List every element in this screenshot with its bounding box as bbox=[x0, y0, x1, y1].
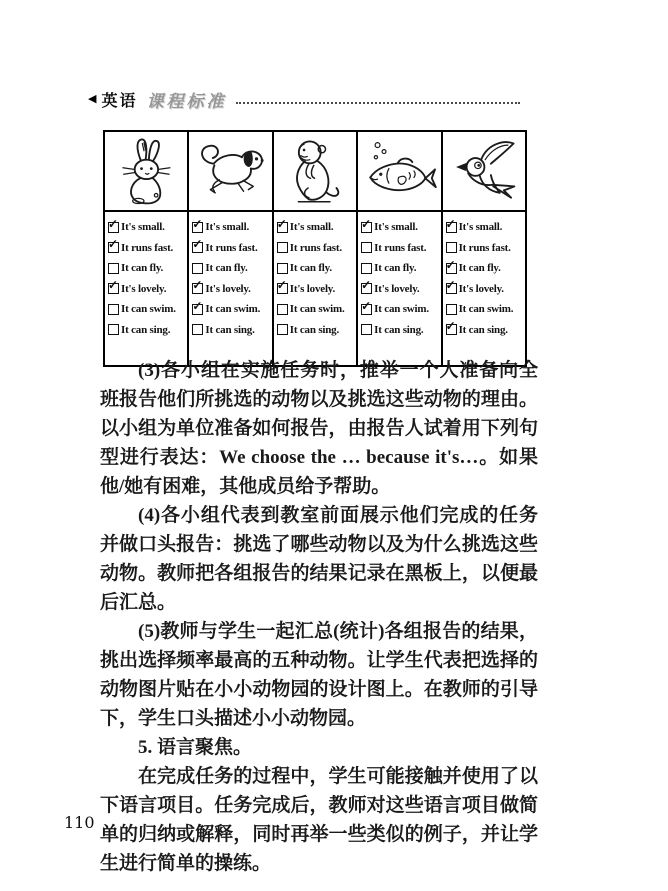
left-triangle-icon: ◀ bbox=[88, 93, 97, 105]
checklist-item-label: It can sing. bbox=[374, 323, 424, 336]
checkbox-checked-icon bbox=[192, 237, 203, 253]
checklist-item-label: It's lovely. bbox=[458, 282, 504, 295]
checklist-item bbox=[192, 324, 270, 336]
checklist-item bbox=[192, 216, 270, 233]
checklist-item-label: It's small. bbox=[458, 221, 503, 233]
checkbox-checked-icon bbox=[361, 278, 372, 294]
checklist-item bbox=[361, 298, 439, 316]
paragraph-5: 在完成任务的过程中，学生可能接触并使用了以下语言项目。任务完成后，教师对这些语言项目做简单的归纳或解释，同时再举一些类似的例子，并让学生进行简单的操练。 bbox=[100, 766, 538, 874]
checkbox-checked-icon bbox=[361, 216, 372, 233]
checklist-item-label: It's small. bbox=[205, 221, 250, 233]
checkbox-checked-icon bbox=[445, 216, 457, 233]
animal-checklist-row bbox=[104, 211, 526, 366]
checklist-item-label: It can fly. bbox=[205, 262, 248, 275]
monkey-cell bbox=[273, 131, 357, 211]
checkbox-checked-icon bbox=[361, 298, 372, 315]
checklist-item-label: It runs fast. bbox=[205, 241, 258, 254]
checklist-item bbox=[108, 262, 186, 274]
check-mark: ✓ bbox=[108, 278, 119, 293]
check-mark: ✓ bbox=[108, 237, 119, 252]
check-mark: ✓ bbox=[192, 216, 203, 231]
checklist-item bbox=[192, 278, 270, 295]
paragraph-2: (4)各小组代表到教室前面展示他们完成的任务并做口头报告：挑选了哪些动物以及为什么挑选这些动物。教师把各组报告的结果记录在黑板上，以便最后汇总。 bbox=[100, 505, 538, 613]
checklist-item bbox=[361, 242, 439, 254]
checkbox-checked-icon bbox=[445, 257, 457, 274]
checklist-item bbox=[445, 257, 524, 275]
checkbox-unchecked-icon bbox=[361, 324, 372, 335]
check-mark: ✓ bbox=[192, 237, 203, 252]
checklist-item-label: It runs fast. bbox=[458, 241, 511, 254]
paragraph-1: (3)各小组在实施任务时，推举一个人准备向全班报告他们所挑选的动物以及挑选这些动物的理由。以小组为单位准备如何报告，由报告人试着用下列句型进行表达：We choose the … because it's…。如果他/她有困难，其他成员给予帮助。 bbox=[100, 360, 538, 497]
checklist-item bbox=[361, 262, 439, 274]
checklist-item-label: It can fly. bbox=[121, 262, 164, 275]
checklist-item bbox=[192, 262, 270, 274]
checklist-fish bbox=[357, 211, 441, 366]
checkbox-checked-icon bbox=[445, 278, 457, 294]
checklist-item bbox=[277, 324, 355, 336]
checkbox-unchecked-icon bbox=[277, 263, 288, 274]
checklist-item-label: It's small. bbox=[121, 221, 165, 233]
checkbox-unchecked-icon bbox=[361, 242, 372, 253]
checklist-item bbox=[361, 278, 439, 295]
checklist-item-label: It's lovely. bbox=[205, 282, 251, 295]
checklist-item-label: It's lovely. bbox=[121, 282, 167, 295]
paragraph-3: (5)教师与学生一起汇总(统计)各组报告的结果，挑出选择频率最高的五种动物。让学生代表把选择的动物图片贴在小小动物园的设计图上。在教师的引导下，学生口头描述小小动物园。 bbox=[100, 621, 538, 729]
checklist-item-label: It can swim. bbox=[289, 303, 345, 316]
checkbox-unchecked-icon bbox=[108, 324, 119, 335]
paragraph-4: 5. 语言聚焦。 bbox=[138, 737, 253, 758]
checklist-item-label: It can sing. bbox=[289, 323, 340, 336]
check-mark: ✓ bbox=[192, 298, 203, 313]
puppy-cell bbox=[188, 131, 272, 211]
checklist-item bbox=[445, 319, 524, 336]
checklist-item bbox=[108, 303, 186, 315]
checkbox-checked-icon bbox=[108, 237, 119, 253]
checklist-item-label: It's lovely. bbox=[289, 282, 336, 295]
check-mark: ✓ bbox=[361, 298, 372, 313]
checklist-item bbox=[277, 303, 355, 315]
checkbox-unchecked-icon bbox=[277, 324, 288, 335]
checkbox-unchecked-icon bbox=[108, 263, 119, 274]
bird-image bbox=[445, 137, 523, 205]
checklist-item-label: It can swim. bbox=[205, 303, 261, 316]
checklist-item-label: It's lovely. bbox=[374, 282, 420, 295]
check-mark: ✓ bbox=[361, 278, 372, 293]
checklist-item bbox=[446, 242, 524, 254]
checkbox-unchecked-icon bbox=[192, 324, 203, 335]
animal-checklist-table bbox=[103, 130, 527, 367]
checklist-item bbox=[446, 303, 524, 315]
checkbox-checked-icon bbox=[108, 216, 119, 233]
checkbox-unchecked-icon bbox=[108, 304, 119, 315]
checkbox-unchecked-icon bbox=[446, 304, 457, 315]
fish-cell bbox=[357, 131, 441, 211]
checklist-item-label: It runs fast. bbox=[374, 241, 427, 254]
rabbit-image bbox=[107, 137, 185, 205]
checklist-item-label: It can swim. bbox=[121, 303, 176, 316]
checklist-item bbox=[108, 237, 186, 254]
checklist-monkey bbox=[273, 211, 357, 366]
checkbox-checked-icon bbox=[276, 216, 288, 233]
checklist-item-label: It can fly. bbox=[374, 262, 417, 275]
check-mark: ✓ bbox=[445, 216, 456, 231]
monkey-image bbox=[276, 137, 354, 205]
checkbox-checked-icon bbox=[276, 278, 288, 294]
check-mark: ✓ bbox=[445, 278, 456, 293]
check-mark: ✓ bbox=[276, 278, 287, 293]
check-mark: ✓ bbox=[192, 278, 203, 293]
header-subject: 英语 bbox=[101, 93, 138, 110]
rabbit-cell bbox=[104, 131, 188, 211]
check-mark: ✓ bbox=[445, 319, 456, 334]
checklist-item bbox=[445, 278, 524, 295]
checkbox-checked-icon bbox=[445, 319, 457, 335]
checkbox-checked-icon bbox=[192, 216, 203, 233]
check-mark: ✓ bbox=[276, 216, 287, 231]
page-header bbox=[88, 87, 520, 112]
checklist-item bbox=[276, 278, 355, 295]
checklist-item-label: It can swim. bbox=[374, 303, 429, 316]
checklist-item bbox=[192, 237, 270, 254]
checklist-item-label: It's small. bbox=[374, 221, 418, 233]
checkbox-unchecked-icon bbox=[446, 242, 457, 253]
check-mark: ✓ bbox=[108, 216, 119, 231]
checkbox-checked-icon bbox=[192, 298, 203, 315]
checklist-item bbox=[277, 242, 355, 254]
animal-image-row bbox=[104, 131, 526, 211]
check-mark: ✓ bbox=[361, 216, 372, 231]
puppy-image bbox=[192, 137, 270, 205]
checkbox-checked-icon bbox=[192, 278, 203, 294]
checklist-item-label: It can fly. bbox=[458, 262, 501, 275]
checklist-item bbox=[192, 298, 270, 316]
checklist-item bbox=[361, 324, 439, 336]
checklist-item bbox=[277, 262, 355, 274]
checklist-item-label: It can sing. bbox=[205, 323, 255, 336]
checkbox-unchecked-icon bbox=[277, 304, 288, 315]
checklist-item-label: It's small. bbox=[289, 221, 334, 233]
header-title: 课程标准 bbox=[146, 92, 227, 112]
page-number: 110 bbox=[64, 813, 95, 832]
checklist-item bbox=[276, 216, 355, 233]
checklist-item-label: It can sing. bbox=[121, 323, 171, 336]
checklist-bird bbox=[442, 211, 526, 366]
checkbox-unchecked-icon bbox=[192, 263, 203, 274]
fish-image bbox=[360, 137, 438, 205]
checkbox-checked-icon bbox=[108, 278, 119, 294]
checklist-rabbit bbox=[104, 211, 188, 366]
checklist-item bbox=[445, 216, 524, 233]
checklist-item-label: It can sing. bbox=[458, 323, 508, 336]
checklist-item bbox=[108, 278, 186, 295]
checklist-item-label: It can fly. bbox=[289, 262, 332, 275]
checklist-item-label: It runs fast. bbox=[289, 241, 342, 254]
checkbox-unchecked-icon bbox=[277, 242, 288, 253]
checklist-item-label: It can swim. bbox=[458, 303, 514, 316]
bird-cell bbox=[442, 131, 526, 211]
checklist-item bbox=[108, 216, 186, 233]
checklist-item bbox=[361, 216, 439, 233]
header-dotted-rule bbox=[236, 102, 520, 104]
checklist-item bbox=[108, 324, 186, 336]
checklist-item-label: It runs fast. bbox=[121, 241, 174, 254]
check-mark: ✓ bbox=[445, 257, 456, 272]
body-text bbox=[100, 356, 538, 878]
checkbox-unchecked-icon bbox=[361, 263, 372, 274]
checklist-puppy bbox=[188, 211, 272, 366]
